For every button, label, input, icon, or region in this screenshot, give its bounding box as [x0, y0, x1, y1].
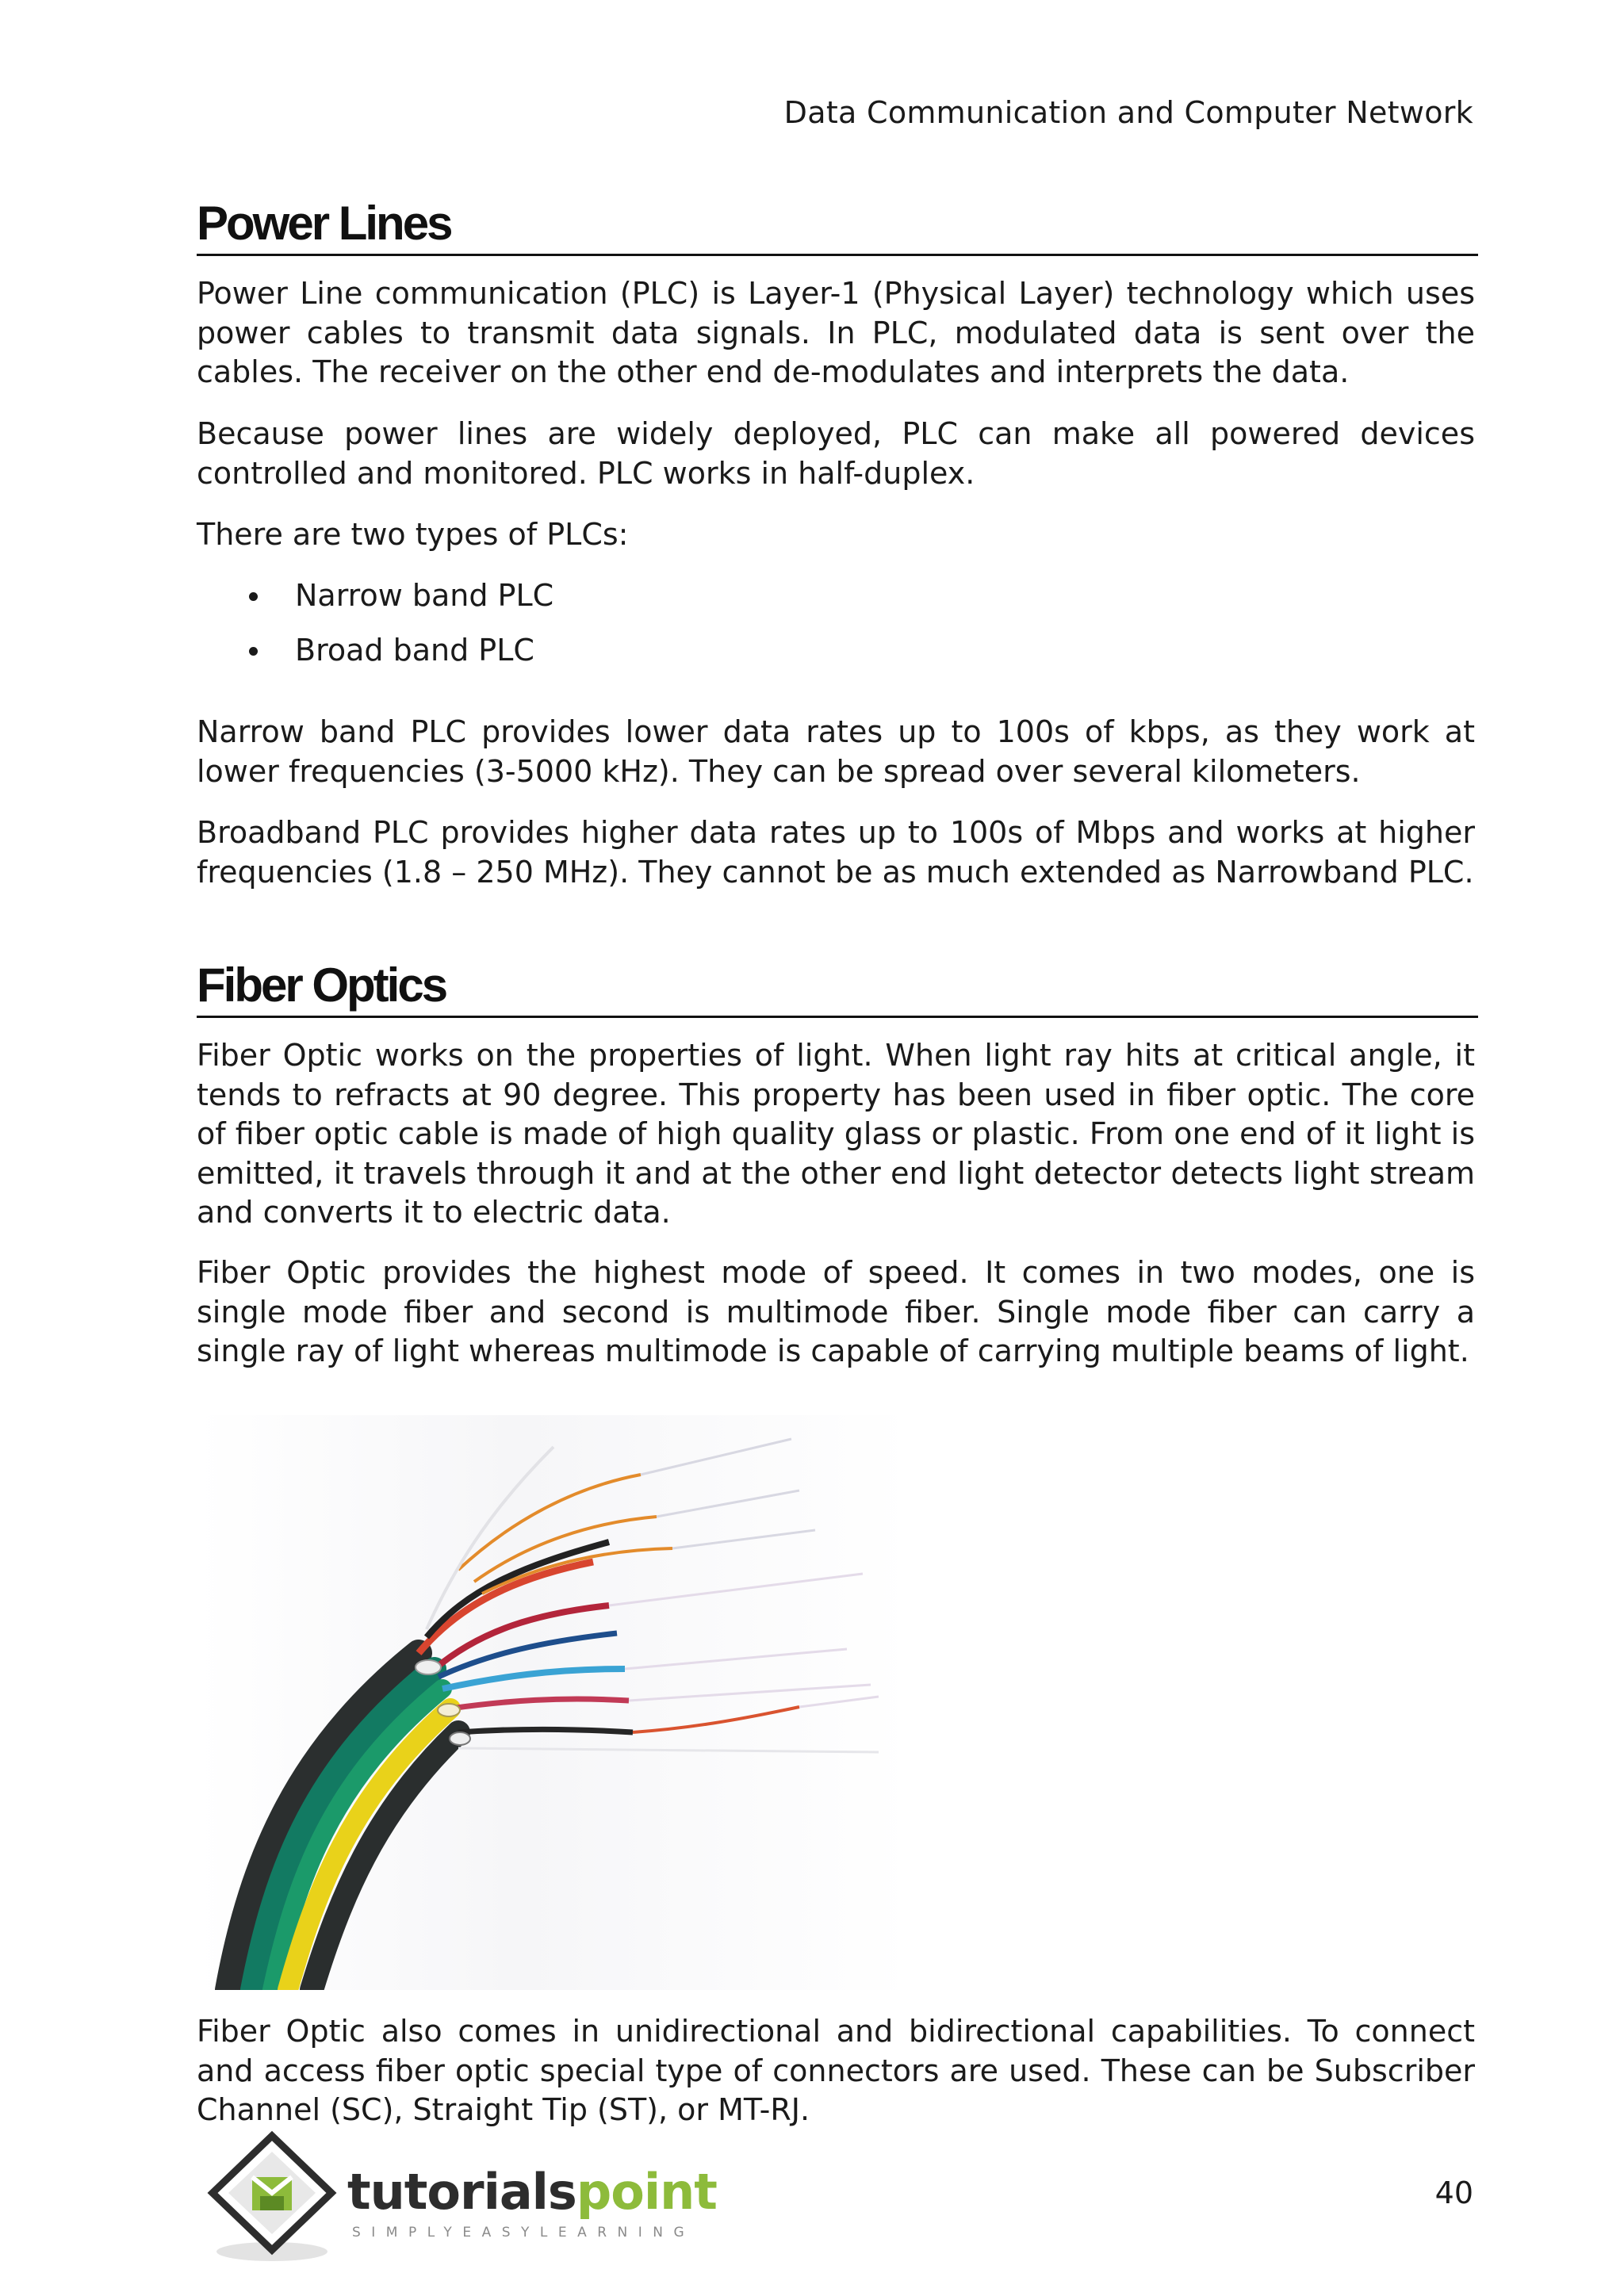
section-heading-power-lines: Power Lines: [197, 200, 1478, 256]
list-item-label: Broad band PLC: [295, 633, 534, 668]
paragraph: Fiber Optic works on the properties of light. When light ray hits at critical angle, it tends to refracts at 90 degree. This property has been used in fiber optic. The core of fiber optic cable is made of high quality glass or plastic. From one end of it light is emitted, it travels through it and at the other end light detector detects light stream and converts it to electric data.: [197, 1038, 1475, 1230]
paragraph: Broadband PLC provides higher data rates up to 100s of Mbps and works at higher frequencies (1.8 – 250 MHz). They cannot be as much extended as Narrowband PLC.: [197, 815, 1475, 890]
logo-wordmark: tutorialspoint: [347, 2163, 717, 2221]
list-item: [197, 631, 1475, 686]
bullet-icon: [249, 647, 258, 656]
paragraph: Fiber Optic provides the highest mode of speed. It comes in two modes, one is single mode fiber and second is multimode fiber. Single mode fiber can carry a single ray of light whereas multimode is capable of carrying multiple beams of light.: [197, 1255, 1475, 1368]
section-heading-fiber-optics: Fiber Optics: [197, 962, 1478, 1018]
fiber-optic-cable-photo: [197, 1415, 910, 1990]
plc-types-list: [197, 576, 1475, 686]
page-number: 40: [1434, 2175, 1473, 2210]
logo-emblem-icon: [197, 2125, 347, 2267]
paragraph: Power Line communication (PLC) is Layer-1 (Physical Layer) technology which uses power cables to transmit data signals. In PLC, modulated data is sent over the cables. The receiver on the other end de-modulates and interprets the data.: [197, 276, 1475, 389]
tutorialspoint-logo: [197, 2125, 736, 2267]
paragraph: Fiber Optic also comes in unidirectional and bidirectional capabilities. To connect and access fiber optic special type of connectors are used. These can be Subscriber Channel (SC), Straight Tip (ST), or MT-RJ.: [197, 2014, 1475, 2127]
paragraph: There are two types of PLCs:: [197, 517, 629, 552]
list-item-label: Narrow band PLC: [295, 578, 554, 613]
paragraph: Narrow band PLC provides lower data rates up to 100s of kbps, as they work at lower frequencies (3-5000 kHz). They can be spread over several kilometers.: [197, 714, 1475, 789]
list-item: [197, 576, 1475, 631]
bullet-icon: [249, 592, 258, 601]
logo-tagline: SIMPLYEASYLEARNING: [352, 2225, 695, 2241]
paragraph: Because power lines are widely deployed, PLC can make all powered devices controlled and monitored. PLC works in half-duplex.: [197, 416, 1475, 491]
running-header: Data Communication and Computer Network: [783, 95, 1473, 130]
